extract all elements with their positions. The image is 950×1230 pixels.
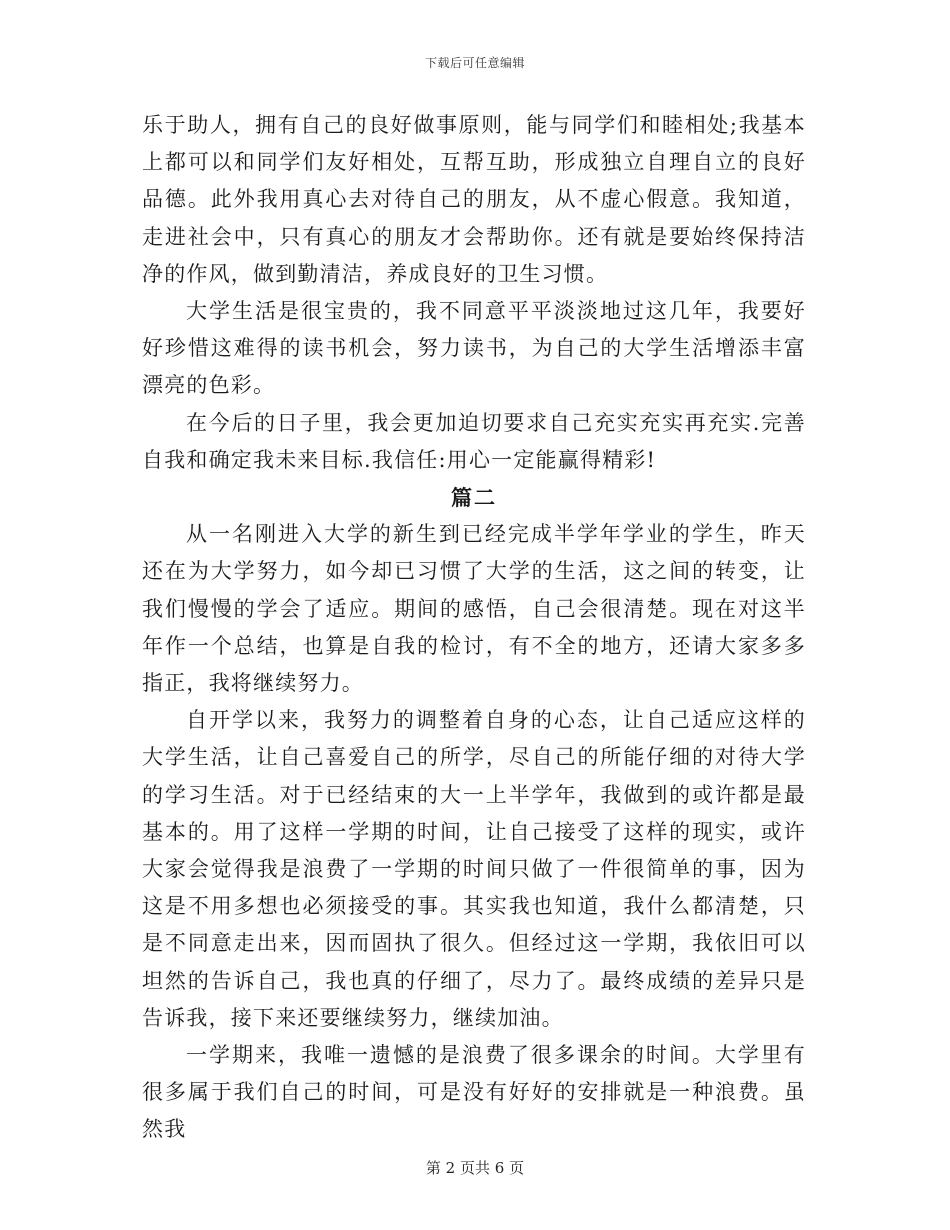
document-body [142,107,806,1149]
paragraph: 在今后的日子里，我会更加迫切要求自己充实充实再充实.完善自我和确定我未来目标.我信任:用心一定能赢得精彩! [142,410,806,472]
paragraph: 乐于助人，拥有自己的良好做事原则，能与同学们和睦相处;我基本上都可以和同学们友好相处，互帮互助，形成独立自理自立的良好品德。此外我用真心去对待自己的朋友，从不虚心假意。我知道，走进社会中，只有真心的朋友才会帮助你。还有就是要始终保持洁净的作风，做到勤清洁，养成良好的卫生习惯。 [142,113,806,286]
section-title: 篇二 [451,485,497,511]
paragraph: 一学期来，我唯一遗憾的是浪费了很多课余的时间。大学里有很多属于我们自己的时间，可是没有好好的安排就是一种浪费。虽然我 [142,1043,806,1142]
paragraph: 大学生活是很宝贵的，我不同意平平淡淡地过这几年，我要好好珍惜这难得的读书机会，努力读书，为自己的大学生活增添丰富漂亮的色彩。 [142,299,806,398]
page-footer: 第 2 页共 6 页 [425,1159,525,1177]
page-header: 下载后可任意编辑 [424,56,525,70]
paragraph: 从一名刚进入大学的新生到已经完成半学年学业的学生，昨天还在为大学努力，如今却已习惯了大学的生活，这之间的转变，让我们慢慢的学会了适应。期间的感悟，自己会很清楚。现在对这半年作一个总结，也算是自我的检讨，有不全的地方，还请大家多多指正，我将继续努力。 [142,522,806,696]
paragraph: 自开学以来，我努力的调整着自身的心态，让自己适应这样的大学生活，让自己喜爱自己的所学，尽自己的所能仔细的对待大学的学习生活。对于已经结束的大一上半学年，我做到的或许都是最基本的。用了这样一学期的时间，让自己接受了这样的现实，或许大家会觉得我是浪费了一学期的时间只做了一件很简单的事，因为这是不用多想也必须接受的事。其实我也知道，我什么都清楚，只是不同意走出来，因而固执了很久。但经过这一学期，我依旧可以坦然的告诉自己，我也真的仔细了，尽力了。最终成绩的差异只是告诉我，接下来还要继续努力，继续加油。 [142,708,806,1030]
